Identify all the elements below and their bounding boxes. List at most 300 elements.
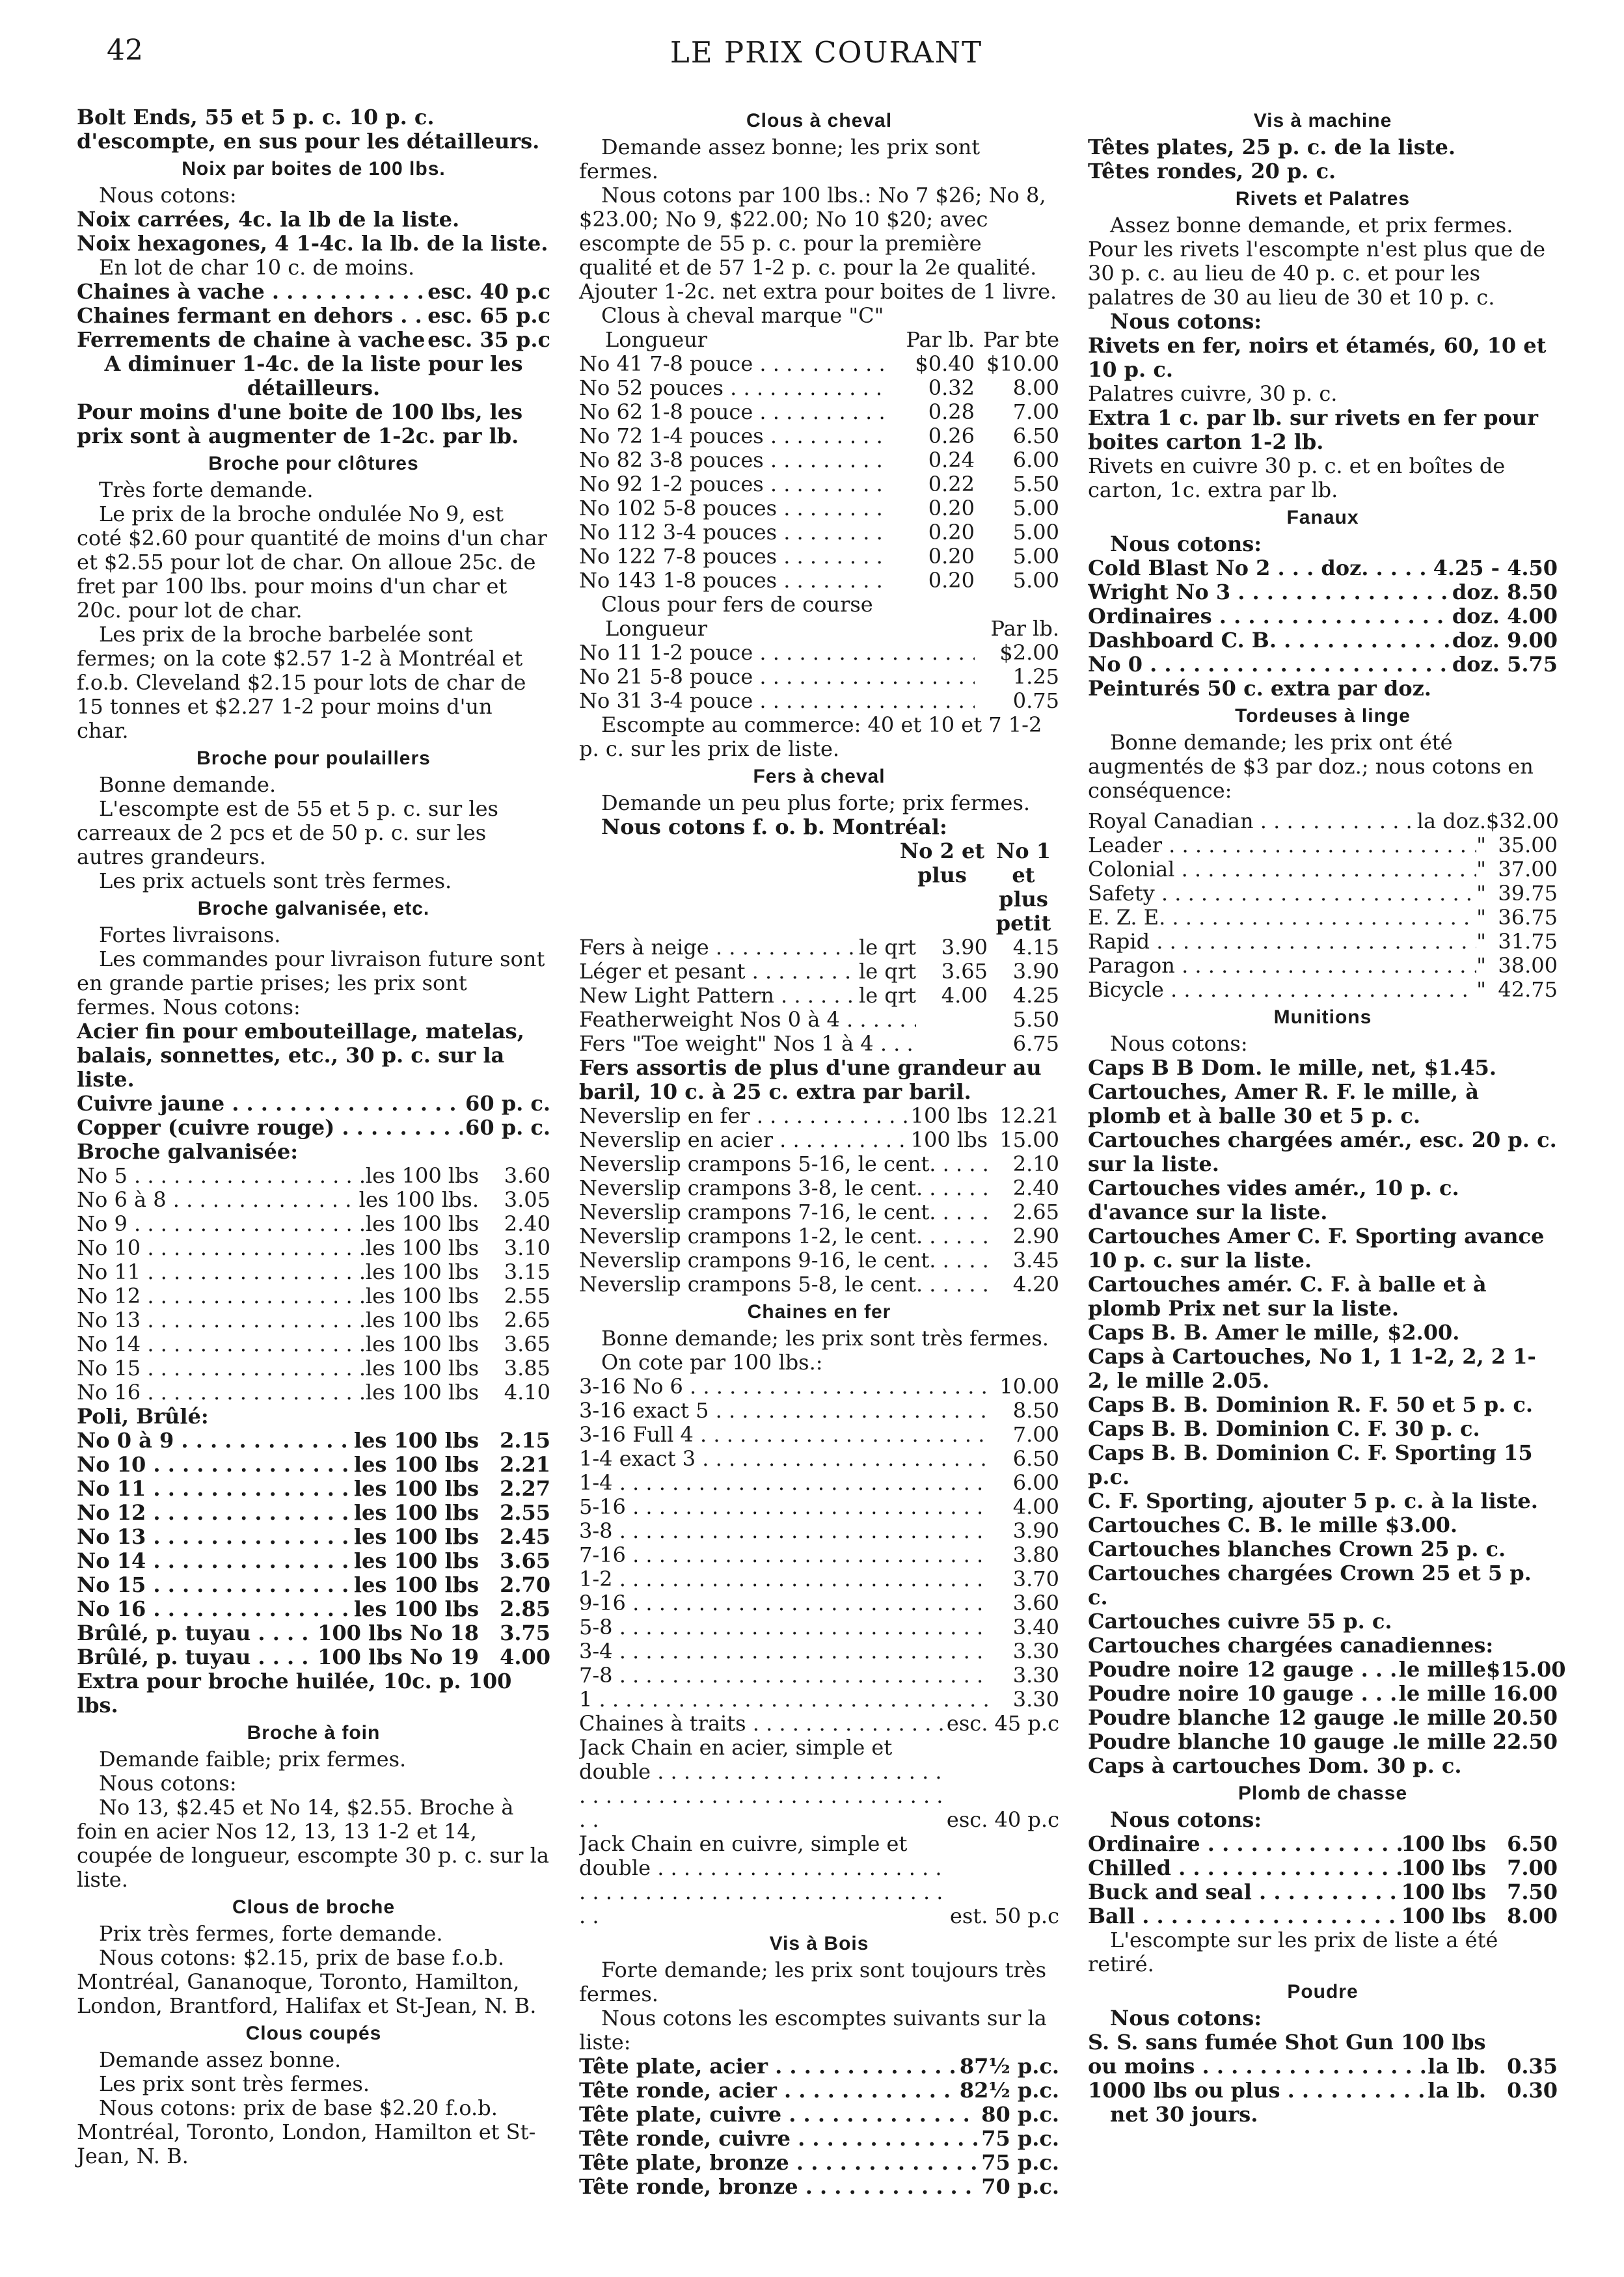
price-lb: $0.40 xyxy=(915,351,975,376)
price-row xyxy=(579,960,1059,984)
price: 3.05 xyxy=(504,1187,550,1212)
unit: " xyxy=(1476,953,1486,978)
length: 2 3-4 pouces . . . xyxy=(643,520,890,545)
price: doz. 5.75 xyxy=(1452,652,1558,677)
price-row xyxy=(579,2151,1059,2175)
price-row xyxy=(1088,1856,1558,1880)
unit: 100 lbs xyxy=(1401,1831,1486,1856)
price-row: Cuivre jaune . . . 60 p. c. xyxy=(77,1092,550,1116)
price-row xyxy=(579,1224,1059,1248)
length: 2 pouces . . . xyxy=(630,376,890,400)
price-row xyxy=(77,1356,550,1381)
vis-machine-line: Têtes plates, 25 p. c. de la liste. xyxy=(1088,135,1456,159)
price: $32.00 xyxy=(1486,809,1559,833)
marque-c-label: Clous à cheval marque "C" xyxy=(601,303,884,328)
unit: 100 lbs xyxy=(1401,1880,1486,1904)
row-label: Neverslip en acier . . . xyxy=(579,1128,911,1152)
paragraph: Très forte demande. xyxy=(99,478,314,502)
noix-line: Noix hexagones, 4 1-4c. la lb. de la liste. xyxy=(77,231,548,256)
row-label: Neverslip crampons 5-8, le cent. . . . xyxy=(579,1273,988,1297)
row-label: Wright No 3 . . . xyxy=(1088,580,1450,604)
discount: 75 p.c. xyxy=(981,2126,1059,2151)
pour-moins-note: Pour moins d'une boite de 100 lbs, les prix sont à augmenter de 1-2c. par lb. xyxy=(77,399,523,448)
price-row xyxy=(579,1248,1059,1273)
price-row xyxy=(579,2175,1059,2199)
price-row xyxy=(77,1501,550,1525)
clous-c-table xyxy=(579,352,1059,593)
row-label: No 2 xyxy=(579,664,630,689)
row-label: Poudre noire 12 gauge . . . xyxy=(1088,1658,1399,1682)
column-3 xyxy=(1088,105,1566,2127)
vis-machine-line: Têtes rondes, 20 p. c. xyxy=(1088,159,1336,183)
row-label: 5-16 . . . xyxy=(579,1495,988,1519)
price: 22.50 xyxy=(1492,1729,1558,1754)
row-label: 3-16 exact 5 . . . xyxy=(579,1399,988,1423)
price-row xyxy=(77,1429,550,1453)
poudre-cotons: Nous cotons: xyxy=(1110,2006,1262,2030)
unit: les 100 lbs xyxy=(353,1597,479,1621)
row-label: No 13 . . . xyxy=(77,1525,354,1549)
price: 38.00 xyxy=(1498,953,1558,978)
price-row xyxy=(579,1495,1059,1519)
paragraph: Nous cotons les escomptes suivants sur la liste: xyxy=(579,2006,1047,2055)
price-row xyxy=(77,1164,550,1188)
price-row xyxy=(77,1236,550,1260)
price-row xyxy=(1088,2055,1558,2079)
unit: " xyxy=(1476,833,1486,857)
price-row xyxy=(579,641,1059,665)
row-label: Tête plate, bronze . . . xyxy=(579,2151,979,2175)
section-heading-clous-coupes: Clous coupés xyxy=(245,2023,382,2044)
unit: le qrt xyxy=(859,935,916,960)
row-label: Léger et pesant . . . xyxy=(579,960,859,984)
row-label: No 0 . . . xyxy=(1088,653,1450,677)
price: 2.10 xyxy=(1012,1152,1059,1176)
paragraph: Demande un peu plus forte; prix fermes. xyxy=(601,790,1031,815)
price-row: Chaines à traits . . . esc. 45 p.c xyxy=(579,1712,1059,1736)
price-row xyxy=(579,1688,1059,1712)
paragraph: Nous cotons: $2.15, prix de base f.o.b. Montréal, Gananoque, Toronto, Hamilton, London, Brantford, Halifax et St-Jean, N. B. xyxy=(77,1945,537,2018)
munitions-line: Cartouches, Amer R. F. le mille, à plomb et à balle 30 et 5 p. c. xyxy=(1088,1079,1479,1128)
page-title: LE PRIX COURANT xyxy=(670,35,983,70)
price: 2.90 xyxy=(1012,1224,1059,1248)
price-a: 3.90 xyxy=(941,935,988,960)
price-box: 6.00 xyxy=(1012,448,1059,472)
price: 0.30 xyxy=(1507,2078,1558,2103)
price-row xyxy=(579,2079,1059,2103)
fers-cotons: Nous cotons f. o. b. Montréal: xyxy=(601,815,947,839)
unit: le mille xyxy=(1398,1681,1486,1706)
price: 36.75 xyxy=(1498,905,1558,930)
munitions-line: Caps B. B. Dominion C. F. 30 p. c. xyxy=(1088,1416,1480,1441)
price: 4.10 xyxy=(504,1380,550,1405)
price: 35.00 xyxy=(1498,833,1558,857)
unit: le mille xyxy=(1398,1705,1486,1730)
price-row: Chaines à vache . . . esc. 40 p.c xyxy=(77,280,550,304)
price-box: 5.00 xyxy=(1012,496,1059,520)
section-heading-broche-galvanisee: Broche galvanisée, etc. xyxy=(197,898,430,919)
price-row xyxy=(77,1597,550,1621)
price: 0.75 xyxy=(1012,688,1059,713)
poli-label: Poli, Brûlé: xyxy=(77,1404,209,1429)
row-label: No 0 à 9 . . . xyxy=(77,1429,354,1453)
unit: les 100 lbs xyxy=(353,1428,479,1453)
row-label: No 16 . . . xyxy=(77,1381,366,1405)
price-row xyxy=(1088,857,1558,882)
price-row: Copper (cuivre rouge) . . . 60 p. c. xyxy=(77,1116,550,1140)
row-label: Tête ronde, bronze . . . xyxy=(579,2175,979,2199)
price: 2.21 xyxy=(500,1452,550,1477)
paragraph: Les prix actuels sont très fermes. xyxy=(99,869,452,893)
price: 31.75 xyxy=(1498,929,1558,954)
table-header: Longueur Par lb. Par bte xyxy=(605,327,1059,352)
section-heading-plomb: Plomb de chasse xyxy=(1238,1783,1408,1804)
price-b: 4.25 xyxy=(1012,983,1059,1008)
price-lb: 0.26 xyxy=(928,424,975,448)
price: 16.00 xyxy=(1492,1681,1558,1706)
price-lb: 0.24 xyxy=(928,448,975,472)
price-b: 3.90 xyxy=(1012,959,1059,984)
price-row xyxy=(77,1453,550,1477)
price: 12.21 xyxy=(999,1103,1059,1128)
row-label: Neverslip crampons 3-8, le cent. . . . xyxy=(579,1176,988,1200)
price: 3.15 xyxy=(504,1260,550,1284)
unit: les 100 lbs xyxy=(365,1260,479,1284)
plomb-table xyxy=(1088,1832,1558,1928)
extra-huilee: Extra pour broche huilée, 10c. p. 100 lbs. xyxy=(77,1669,512,1718)
row-label: Neverslip crampons 9-16, le cent. . . . xyxy=(579,1248,988,1273)
munitions-line: Cartouches chargées canadiennes: xyxy=(1088,1633,1494,1658)
price-row xyxy=(77,1188,550,1212)
price-row xyxy=(77,1308,550,1332)
row-label: No 15 . . . xyxy=(77,1356,366,1381)
price-row xyxy=(579,2055,1059,2079)
row-label: 7-8 . . . xyxy=(579,1664,988,1688)
price-row xyxy=(579,1104,1059,1128)
paragraph: L'escompte est de 55 et 5 p. c. sur les carreaux de 2 pcs et de 50 p. c. sur les autres grandeurs. xyxy=(77,796,498,869)
price-row xyxy=(579,520,1059,545)
paragraph: Les prix sont très fermes. xyxy=(99,2071,370,2096)
row-label: Safety . . . xyxy=(1088,882,1476,906)
price: 42.75 xyxy=(1498,977,1558,1002)
price: 3.10 xyxy=(504,1235,550,1260)
length: 1 5-8 pouce . . . xyxy=(630,665,975,689)
munitions-line: Caps B. B. Amer le mille, $2.00. xyxy=(1088,1320,1460,1345)
fers-table xyxy=(579,936,1059,1056)
price-box: 5.00 xyxy=(1012,544,1059,569)
price-lb: 0.32 xyxy=(928,375,975,400)
price-a: 3.65 xyxy=(941,959,988,984)
row-label: Buck and seal . . . xyxy=(1088,1880,1401,1904)
noix-line: Noix carrées, 4c. la lb de la liste. xyxy=(77,207,460,232)
price-row xyxy=(1088,1706,1558,1730)
length: 2 7-8 pouces . . . xyxy=(643,545,890,569)
net-30: net 30 jours. xyxy=(1110,2102,1258,2127)
price: $15.00 xyxy=(1486,1657,1566,1682)
unit: " xyxy=(1476,881,1486,906)
price: 2.55 xyxy=(504,1284,550,1308)
course-title: Clous pour fers de course xyxy=(601,592,873,617)
price: 1.25 xyxy=(1012,664,1059,689)
length: 1 7-8 pouce . . . xyxy=(630,352,890,376)
plomb-esc: L'escompte sur les prix de liste a été retiré. xyxy=(1088,1928,1498,1976)
price-row xyxy=(1088,954,1558,978)
price: 15.00 xyxy=(999,1127,1059,1152)
row-label: No 14 . . . xyxy=(77,1332,366,1356)
price: 4.00 xyxy=(1012,1494,1059,1519)
vis-table xyxy=(579,2055,1059,2199)
row-label: Ball . . . xyxy=(1088,1904,1401,1928)
price-row: Jack Chain en acier, simple et double . . . esc. 40 p.c xyxy=(579,1736,1059,1832)
price-lb: 0.22 xyxy=(928,472,975,496)
price: 3.30 xyxy=(1012,1663,1059,1688)
munitions-line: Caps B. B. Dominion C. F. Sporting 15 p.c. xyxy=(1088,1440,1533,1489)
unit: 100 lbs xyxy=(1401,1855,1486,1880)
unit: les 100 lbs xyxy=(365,1235,479,1260)
price-row xyxy=(579,1128,1059,1152)
price-row xyxy=(579,1399,1059,1423)
price-row xyxy=(77,1525,550,1549)
section-heading-broche-foin: Broche à foin xyxy=(247,1722,381,1744)
paragraph: Bonne demande; les prix ont été augmentés de $3 par doz.; nous cotons en conséquence: xyxy=(1088,730,1534,803)
price-row xyxy=(1088,1880,1558,1904)
price-row xyxy=(1088,1904,1558,1928)
price-row xyxy=(579,1375,1059,1399)
row-label: No 6 xyxy=(579,399,630,424)
price-row xyxy=(579,1543,1059,1567)
discount: 82½ p.c. xyxy=(959,2078,1059,2103)
section-heading-broche-clotures: Broche pour clôtures xyxy=(208,453,419,474)
page-number: 42 xyxy=(107,34,143,67)
munitions-line: Caps B. B. Dominion R. F. 50 et 5 p. c. xyxy=(1088,1392,1533,1417)
price: 6.50 xyxy=(1507,1831,1558,1856)
fanaux-peint: Peinturés 50 c. extra par doz. xyxy=(1088,676,1431,701)
price-row xyxy=(579,1176,1059,1200)
row-label: No 12 . . . xyxy=(77,1284,366,1308)
row-label: Tête ronde, cuivre . . . xyxy=(579,2127,979,2151)
unit: les 100 lbs xyxy=(353,1452,479,1477)
row-label: Ordinaires . . . xyxy=(1088,604,1450,628)
price-row xyxy=(1088,930,1558,954)
price-row xyxy=(579,665,1059,689)
munitions-line: Cartouches blanches Crown 25 p. c. xyxy=(1088,1537,1506,1561)
price: 3.60 xyxy=(1012,1591,1059,1615)
price-b: 5.50 xyxy=(1012,1007,1059,1032)
length: 3 1-8 pouces . . . xyxy=(643,569,890,593)
price-row xyxy=(579,448,1059,472)
unit: le mille xyxy=(1398,1657,1486,1682)
price-b: 6.75 xyxy=(1012,1031,1059,1056)
column-1 xyxy=(77,105,550,2168)
chaine-table xyxy=(579,1375,1059,1712)
caps-cart: Caps à cartouches Dom. 30 p. c. xyxy=(1088,1753,1462,1778)
price-row: Brûlé, p. tuyau . . . 100 lbs No 19 4.00 xyxy=(77,1645,550,1669)
section-heading-broche-poulaillers: Broche pour poulaillers xyxy=(196,748,431,769)
price: doz. 9.00 xyxy=(1452,628,1558,653)
price-row xyxy=(579,424,1059,448)
tordeuses-table xyxy=(1088,809,1558,1002)
unit: les 100 lbs xyxy=(353,1524,479,1549)
row-label: ou moins . . . xyxy=(1088,2055,1428,2079)
munitions-line: Cartouches C. B. le mille $3.00. xyxy=(1088,1513,1458,1537)
price-row xyxy=(579,1008,1059,1032)
unit: la lb. xyxy=(1428,2054,1486,2079)
price-lb: 0.20 xyxy=(928,520,975,545)
rivets-cotons: Nous cotons: xyxy=(1110,309,1262,334)
row-label: Poudre blanche 12 gauge . . . xyxy=(1088,1706,1399,1730)
price-row xyxy=(1088,978,1558,1002)
price-row xyxy=(579,1152,1059,1176)
unit: les 100 lbs xyxy=(353,1500,479,1525)
price-row xyxy=(579,1471,1059,1495)
row-label: No 3 xyxy=(579,688,630,713)
row-label: Fers à neige . . . xyxy=(579,936,859,960)
row-label: No 13 . . . xyxy=(77,1308,366,1332)
bolt-ends-text: Bolt Ends, 55 et 5 p. c. 10 p. c. d'escompte, en sus pour les détailleurs. xyxy=(77,105,540,154)
galv-price-list xyxy=(77,1164,550,1405)
row-label: 1 . . . xyxy=(579,1688,988,1712)
unit: 100 lbs xyxy=(1401,1904,1486,1928)
price: 3.70 xyxy=(1012,1567,1059,1591)
price-row: Jack Chain en cuivre, simple et double . . . est. 50 p.c xyxy=(579,1832,1059,1928)
section-heading-munitions: Munitions xyxy=(1273,1006,1372,1028)
section-heading-vis-bois: Vis à Bois xyxy=(769,1933,869,1954)
price-row xyxy=(579,472,1059,496)
price: 2.27 xyxy=(500,1476,550,1501)
paragraph: Les commandes pour livraison future sont en grande partie prises; les prix sont fermes. Nous cotons: xyxy=(77,947,545,1019)
section-heading-clous-cheval: Clous à cheval xyxy=(746,110,893,131)
section-heading-vis-machine: Vis à machine xyxy=(1253,110,1392,131)
price-row xyxy=(1088,628,1558,653)
price-row xyxy=(77,1260,550,1284)
munitions-line: Cartouches Amer C. F. Sporting avance 10 p. c. sur la liste. xyxy=(1088,1224,1545,1273)
price: 37.00 xyxy=(1498,857,1558,882)
paragraph: Assez bonne demande, et prix fermes. Pour les rivets l'escompte n'est plus que de 30 p. c. au lieu de 40 p. c. et pour les palatres de 30 au lieu de 30 et 10 p. c. xyxy=(1088,213,1546,310)
row-label: No 15 . . . xyxy=(77,1573,354,1597)
row-label: Neverslip en fer . . . xyxy=(579,1104,911,1128)
acier-fin-text: Acier fin pour embouteillage, matelas, balais, sonnettes, etc., 30 p. c. sur la liste. xyxy=(77,1019,524,1092)
price: 2.15 xyxy=(500,1428,550,1453)
price-row xyxy=(1088,604,1558,628)
paragraph: Demande faible; prix fermes. xyxy=(99,1747,407,1772)
paragraph: Forte demande; les prix sont toujours très fermes. xyxy=(579,1958,1047,2006)
row-label: 3-4 . . . xyxy=(579,1639,988,1664)
unit: le qrt xyxy=(859,983,916,1008)
unit: les 100 lbs. xyxy=(359,1187,479,1212)
rivets-line: Extra 1 c. par lb. sur rivets en fer pour boites carton 1-2 lb. xyxy=(1088,405,1538,454)
row-label: Colonial . . . xyxy=(1088,857,1476,882)
price-row xyxy=(1088,906,1558,930)
price-a xyxy=(916,1032,988,1056)
price: 2.40 xyxy=(1012,1176,1059,1200)
price-row xyxy=(579,1519,1059,1543)
row-label: Ordinaire . . . xyxy=(1088,1832,1401,1856)
row-label: No 5 xyxy=(579,375,630,400)
price: 6.50 xyxy=(1012,1446,1059,1471)
munitions-list xyxy=(1088,1056,1558,1658)
price-row xyxy=(579,2127,1059,2151)
price-box: 5.50 xyxy=(1012,472,1059,496)
price: 2.45 xyxy=(500,1524,550,1549)
row-label: Dashboard C. B. . . . xyxy=(1088,628,1450,653)
fanaux-table xyxy=(1088,556,1558,677)
page-header xyxy=(98,34,1555,79)
price: 4.20 xyxy=(1012,1272,1059,1297)
price-row xyxy=(77,1332,550,1356)
unit: 100 lbs xyxy=(910,1103,988,1128)
paragraph: Bonne demande; les prix sont très fermes. xyxy=(601,1326,1049,1351)
price: 39.75 xyxy=(1498,881,1558,906)
price-row xyxy=(579,376,1059,400)
munitions-cotons: Nous cotons: xyxy=(1110,1031,1248,1056)
row-label: 7-16 . . . xyxy=(579,1543,988,1567)
price-row xyxy=(1088,2079,1558,2103)
price: 3.30 xyxy=(1012,1687,1059,1712)
noix-intro: Nous cotons: xyxy=(99,183,237,208)
price: 6.00 xyxy=(1012,1470,1059,1495)
row-label: E. Z. E. . . . xyxy=(1088,906,1476,930)
price-row xyxy=(579,1032,1059,1056)
row-label: Fers "Toe weight" Nos 1 à 4 . . . xyxy=(579,1032,916,1056)
price-row: Chaines fermant en dehors . . . esc. 65 p.c xyxy=(77,304,550,328)
unit: les 100 lbs xyxy=(365,1380,479,1405)
row-label: Tête ronde, acier . . . xyxy=(579,2079,957,2103)
munitions-line: Cartouches chargées amér., esc. 20 p. c. sur la liste. xyxy=(1088,1127,1557,1176)
price: 2.40 xyxy=(504,1211,550,1236)
munitions-line: C. F. Sporting, ajouter 5 p. c. à la liste. xyxy=(1088,1489,1538,1513)
unit: " xyxy=(1476,929,1486,954)
row-label: No 6 à 8 . . . xyxy=(77,1188,359,1212)
unit: " xyxy=(1476,905,1486,930)
munitions-line: Cartouches cuivre 55 p. c. xyxy=(1088,1609,1392,1634)
price: 3.30 xyxy=(1012,1639,1059,1664)
unit: les 100 lbs xyxy=(353,1572,479,1597)
discount: 70 p.c. xyxy=(981,2174,1059,2199)
price-row xyxy=(77,1212,550,1236)
price-box: $10.00 xyxy=(986,351,1059,376)
price-row xyxy=(1088,580,1558,604)
paragraph: Demande assez bonne; les prix sont fermes. xyxy=(579,135,981,183)
row-label: Featherweight Nos 0 à 4 . . . xyxy=(579,1008,916,1032)
row-label: Tête plate, acier . . . xyxy=(579,2055,957,2079)
munitions-line: Caps à Cartouches, No 1, 1 1-2, 2, 2 1-2, le mille 2.05. xyxy=(1088,1344,1536,1393)
paragraph: On cote par 100 lbs.: xyxy=(601,1350,823,1375)
unit: les 100 lbs xyxy=(365,1332,479,1356)
price-box: 6.50 xyxy=(1012,424,1059,448)
length: 2 5-8 pouces . . . xyxy=(643,496,890,520)
price: 3.80 xyxy=(1012,1543,1059,1567)
price: 20.50 xyxy=(1492,1705,1558,1730)
row-label: No 9 xyxy=(579,472,630,496)
price: 2.65 xyxy=(504,1308,550,1332)
price-row xyxy=(579,2103,1059,2127)
poudre-table xyxy=(1088,1657,1566,1754)
price-row xyxy=(579,569,1059,593)
plomb-cotons: Nous cotons: xyxy=(1110,1807,1262,1832)
unit: le mille xyxy=(1398,1729,1486,1754)
rivets-line: Rivets en cuivre 30 p. c. et en boîtes de carton, 1c. extra par lb. xyxy=(1088,453,1506,502)
munitions-line: Cartouches vides amér., 10 p. c. d'avance sur la liste. xyxy=(1088,1176,1459,1224)
unit: les 100 lbs xyxy=(365,1308,479,1332)
row-label: No 16 . . . xyxy=(77,1597,354,1621)
price-b: 4.15 xyxy=(1012,935,1059,960)
discount: 87½ p.c. xyxy=(959,2054,1059,2079)
row-label: Tête plate, cuivre . . . xyxy=(579,2103,979,2127)
munitions-line: Cartouches chargées Crown 25 et 5 p. c. xyxy=(1088,1561,1532,1610)
length: 2 1-8 pouce . . . xyxy=(630,400,890,424)
munitions-line: Caps B B Dom. le mille, net, $1.45. xyxy=(1088,1055,1496,1080)
table-header: Longueur Par lb. xyxy=(605,616,1059,641)
